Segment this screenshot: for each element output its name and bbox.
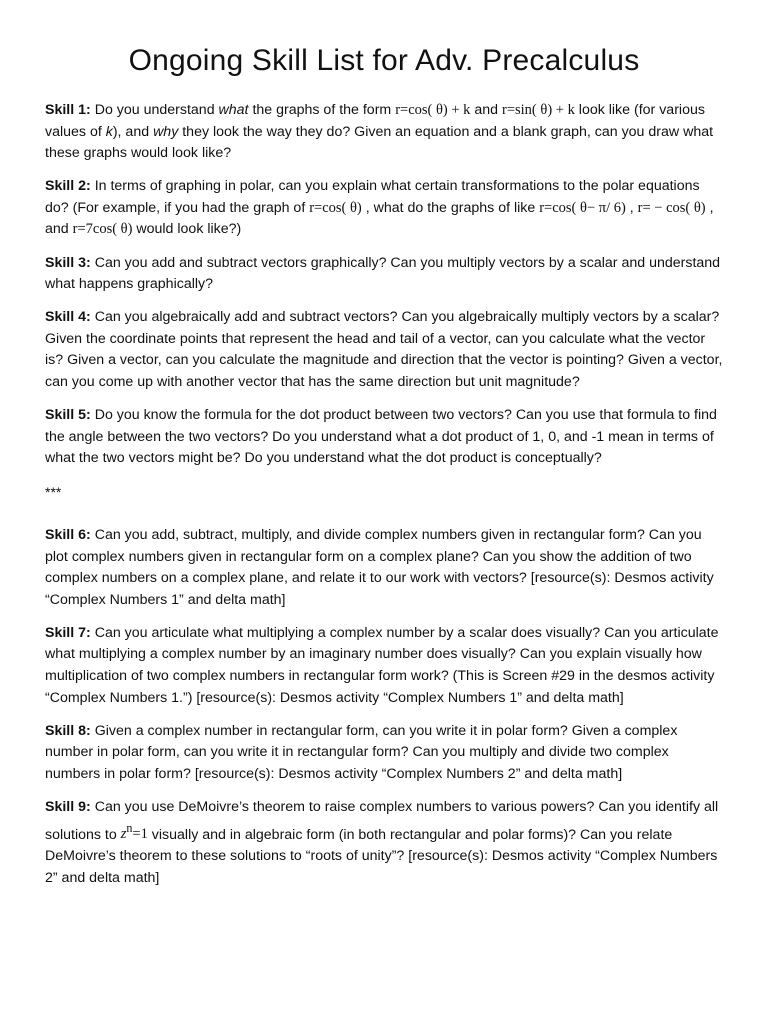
skill-label: Skill 6: — [45, 526, 91, 543]
skill-item-9 — [45, 797, 725, 889]
skill-label: Skill 7: — [45, 624, 91, 641]
skill-text: and — [470, 102, 502, 118]
skill-text: ), and — [112, 123, 154, 140]
skill-text: Can you add, subtract, multiply, and divide complex numbers given in rectangular form? Can you plot complex numbers given in rectangular form on a complex plane? Can you show the addition of two complex numbers on a complex plane, and relate it to our work with vectors? [resource(s): Desmos activity “Complex Numbers 1” and delta math] — [45, 526, 714, 608]
skill-text-emphasis: why — [153, 123, 179, 140]
math-equation: r=cos( θ− π/ 6) — [539, 199, 626, 216]
skill-text: In terms of graphing in polar, can you explain what certain transformations to the polar equations do? (For example, if you had the graph of — [45, 178, 700, 216]
skill-item-5 — [45, 405, 725, 470]
skill-label: Skill 8: — [45, 722, 91, 739]
skill-text-emphasis: k — [105, 123, 113, 140]
section-separator: *** — [45, 483, 62, 500]
skill-text: would look like?) — [132, 221, 242, 238]
math-exponent: n — [126, 821, 133, 836]
math-equation: r= − cos( θ) — [637, 199, 706, 216]
math-equation-rest: =1 — [132, 826, 148, 843]
skill-item-8 — [45, 721, 725, 786]
skill-text: they look the way they do? Given an equation and a blank graph, can you draw what these graphs would look like? — [45, 123, 714, 162]
skill-item-2 — [45, 176, 725, 241]
skill-label: Skill 5: — [45, 407, 91, 424]
skill-text: , what do the graphs of like — [361, 199, 540, 216]
skill-item-3 — [45, 253, 725, 296]
skill-text: Can you use DeMoivre’s theorem to raise complex numbers to various powers? Can you identify all solutions to — [45, 798, 719, 843]
skill-text: Can you articulate what multiplying a complex number by a scalar does visually? Can you articulate what multiplying a complex number by an imaginary number does visually? Can you explain visually how multiplication of two complex numbers in rectangular form work? (This is Screen #29 in the desmos activity “Complex Numbers 1.”) [resource(s): Desmos activity “Complex Numbers 1” and delta math] — [45, 624, 719, 706]
skill-text: Given a complex number in rectangular form, can you write it in polar form? Given a complex number in polar form, can you write it in rectangular form? Can you multiply and divide two complex numbers in polar form? [resource(s): Desmos activity “Complex Numbers 2” and delta math] — [45, 722, 678, 782]
skill-label: Skill 2: — [45, 178, 91, 195]
skill-label: Skill 4: — [45, 309, 91, 326]
math-equation: r=7cos( θ) — [72, 221, 133, 238]
skill-label: Skill 3: — [45, 254, 91, 271]
skill-list — [45, 100, 725, 901]
math-variable: z — [120, 826, 127, 843]
skill-label: Skill 1: — [45, 102, 91, 118]
skill-text: Can you algebraically add and subtract vectors? Can you algebraically multiply vectors by a scalar? Given the coordinate points that represent the head and tail of a vector, can you calculate what the vector is? Given a vector, can you calculate the magnitude and direction that the vector is pointing? Given a vector, can you come up with another vector that has the same direction but unit magnitude? — [45, 309, 723, 391]
skill-item-6 — [45, 525, 725, 611]
skill-text: Do you know the formula for the dot product between two vectors? Can you use that formula to find the angle between the two vectors? Do you understand what a dot product of 1, 0, and -1 mean in terms of what the two vectors might be? Do you understand what the dot product is conceptually? — [45, 407, 717, 467]
math-equation: r=cos( θ) + k — [395, 102, 471, 118]
math-equation: r=sin( θ) + k — [502, 102, 575, 118]
skill-text: Do you understand — [90, 102, 219, 118]
skill-text: , and — [45, 199, 714, 238]
skill-item-7 — [45, 623, 725, 709]
skill-label: Skill 9: — [45, 798, 91, 815]
skill-text: the graphs of the form — [248, 102, 396, 118]
skill-item-4 — [45, 307, 725, 393]
skill-text: visually and in algebraic form (in both rectangular and polar forms)? Can you relate DeMoivre’s theorem to these solutions to “roots of unity”? [resource(s): Desmos activity “Complex Numbers 2” and delta math] — [45, 826, 718, 886]
math-equation — [120, 821, 148, 843]
skill-text: Can you add and subtract vectors graphically? Can you multiply vectors by a scalar and understand what happens graphically? — [45, 254, 721, 293]
skill-text: look like (for various values of — [45, 102, 705, 140]
page-title: Ongoing Skill List for Adv. Precalculus — [128, 44, 640, 77]
math-equation: r=cos( θ) — [309, 199, 362, 216]
skill-text: , — [625, 199, 638, 216]
skill-text-emphasis: what — [218, 102, 249, 118]
skill-item-1 — [45, 100, 725, 165]
